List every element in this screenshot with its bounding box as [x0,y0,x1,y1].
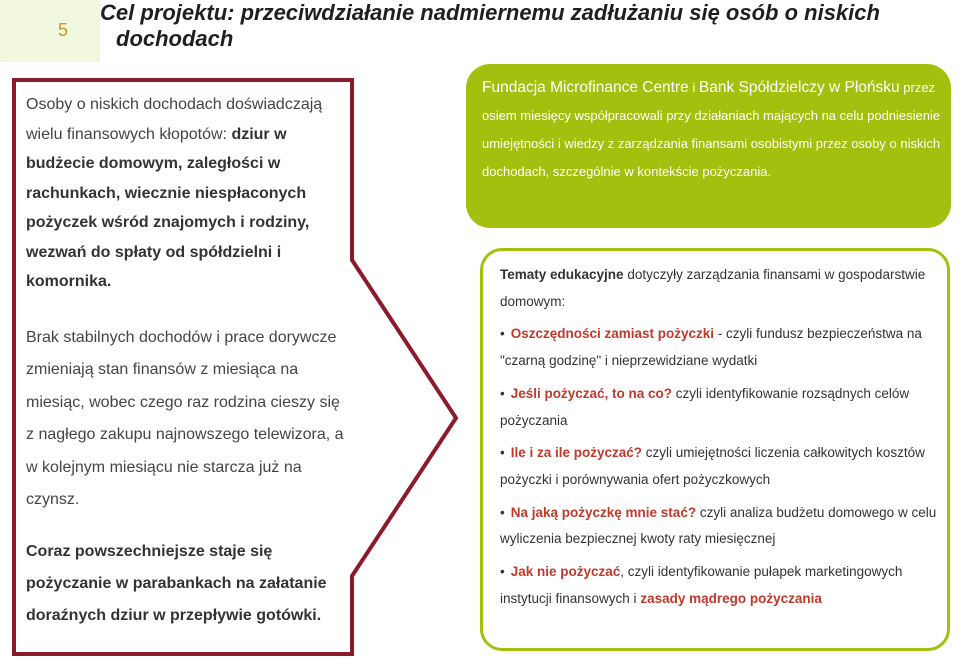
left-panel [26,90,346,632]
org-bank: Bank Spółdzielczy w Płońsku [698,79,900,96]
lending-paragraph: Coraz powszechniejsze staje się pożyczanie w parabankach na załatanie doraźnych dziur w przepływie gotówki. [26,542,327,624]
title-line-2: dochodach [116,26,234,51]
bullet-icon: • [500,564,505,580]
topics-content [500,262,938,612]
bullet-icon: • [500,445,505,461]
list-item: • Ile i za ile pożyczać? czyli umiejętności liczenia całkowitych kosztów pożyczki i porównywania ofert pożyczkowych [500,445,925,487]
problem-paragraph [26,90,346,297]
income-paragraph: Brak stabilnych dochodów i prace dorywcze zmieniają stan finansów z miesiąca na miesiąc, wobec czego raz rodzina cieszy się z nagłego zakupu najnowszego telewizora, a w kolejnym miesiącu nie starcza już na czynsz. [26,328,344,508]
title-line-1: Cel projektu: przeciwdziałanie nadmiernemu zadłużaniu się osób o niskich [100,0,880,25]
problem-details: dziur w budżecie domowym, zaległości w rachunkach, wiecznie niespłaconych pożyczek wśród znajomych i rodziny, wezwań do spłaty od spółdzielni i komornika. [26,125,310,290]
partners-text [482,74,942,186]
list-item: • Jeśli pożyczać, to na co? czyli identyfikowanie rozsądnych celów pożyczania [500,385,910,428]
partners-description: przez osiem miesięcy współpracowali przy działaniach mających na celu podniesienie umiejętności i wiedzy z zarządzania finansami osobistymi przez osoby o niskich dochodach, szczególnie w kontekście pożyczania. [482,80,941,179]
bullet-icon: • [500,385,505,401]
topics-intro-rest: dotyczyły zarządzania finansami w gospodarstwie domowym: [500,267,926,309]
org-microfinance: Fundacja Microfinance Centre [482,79,689,96]
slide-number: 5 [58,20,69,40]
conjunction: i [688,80,699,95]
list-item: • Na jaką pożyczkę mnie stać? czyli analiza budżetu domowego w celu wyliczenia bezpiecznej kwoty raty miesięcznej [500,504,937,547]
problem-intro: Osoby o niskich dochodach doświadczają wielu finansowych kłopotów: [26,96,323,143]
bullet-icon: • [500,504,505,520]
topics-intro [500,262,938,315]
topics-intro-bold: Tematy edukacyjne [500,267,624,282]
list-item: • Oszczędności zamiast pożyczki - czyli fundusz bezpieczeństwa na "czarną godzinę" i nieprzewidziane wydatki [500,326,922,369]
list-item: • Jak nie pożyczać, czyli identyfikowanie pułapek marketingowych instytucji finansowych i zasady mądrego pożyczania [500,564,903,606]
topics-list [500,321,938,612]
bullet-icon: • [500,326,505,342]
